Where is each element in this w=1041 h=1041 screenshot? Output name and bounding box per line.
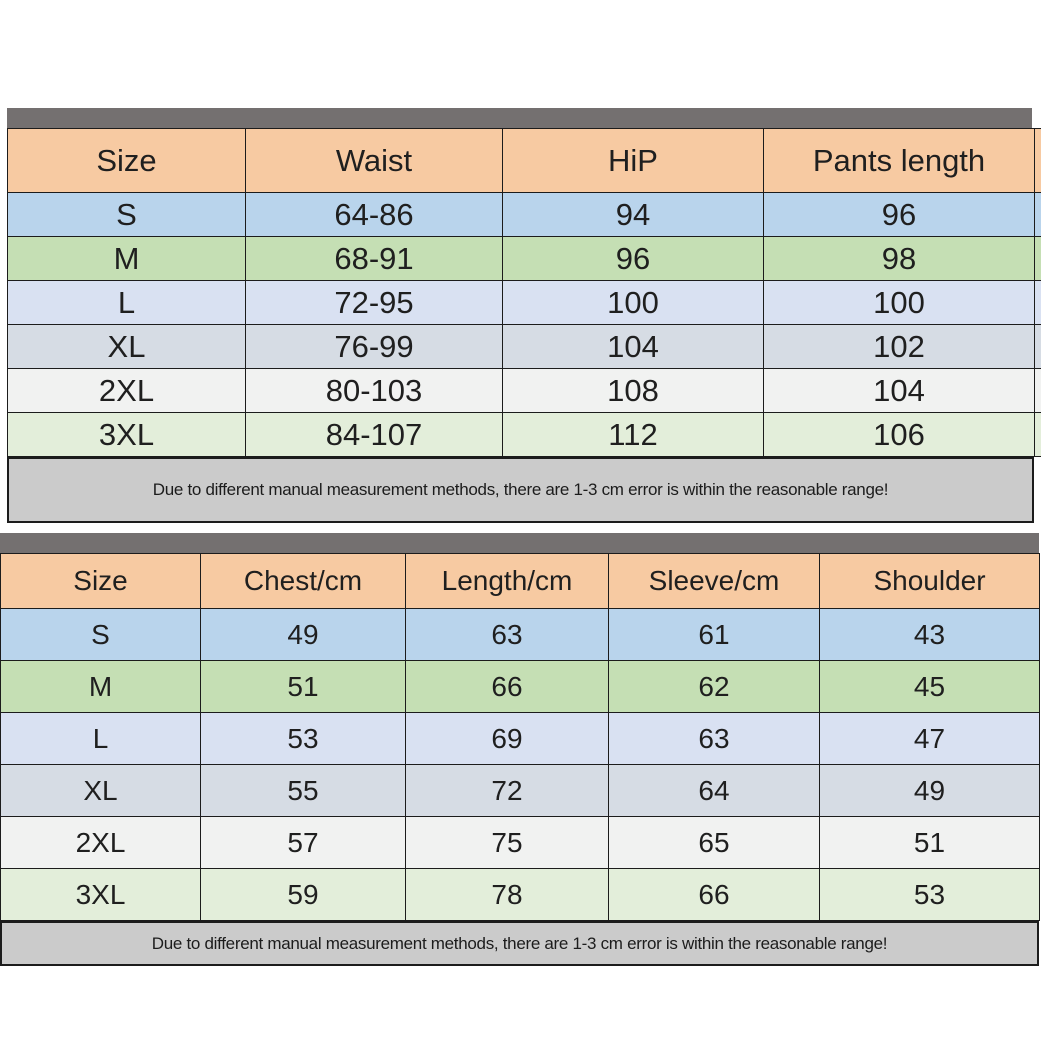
table-row-m: [8, 237, 1041, 281]
table-cell: S: [8, 193, 246, 237]
table-cell: 66: [609, 869, 820, 921]
table-cell: 57: [201, 817, 406, 869]
pants-size-table: [7, 128, 1041, 457]
measurement-note: [7, 457, 1034, 523]
column-header-shoulder: Shoulder: [820, 554, 1040, 609]
table-cell: 45: [820, 661, 1040, 713]
table-cell: 94: [503, 193, 764, 237]
table-cell: 100: [503, 281, 764, 325]
table-cell: 75: [406, 817, 609, 869]
table-row-m: [1, 661, 1040, 713]
table-cell: 55: [201, 765, 406, 817]
column-header-size: Size: [8, 129, 246, 193]
table-cell: 63: [406, 609, 609, 661]
table-cell: 98: [764, 237, 1035, 281]
top-size-table: [0, 553, 1040, 921]
table-cell: 62: [609, 661, 820, 713]
clipped-cell: [1035, 325, 1041, 369]
table-cell: L: [1, 713, 201, 765]
table-row-3xl: [1, 869, 1040, 921]
clipped-cell: [1035, 193, 1041, 237]
table-cell: M: [8, 237, 246, 281]
column-header-chest: Chest/cm: [201, 554, 406, 609]
table-cell: M: [1, 661, 201, 713]
table-cell: L: [8, 281, 246, 325]
measurement-note-text: Due to different manual measurement methods, there are 1-3 cm error is within the reasonable range!: [151, 933, 888, 953]
table-row-3xl: [8, 413, 1041, 457]
table-cell: 65: [609, 817, 820, 869]
pants-chart-top-bar: [7, 108, 1032, 128]
table-row-2xl: [1, 817, 1040, 869]
pants-header-row: [8, 129, 1041, 193]
clipped-cell: [1035, 129, 1041, 193]
column-header-hip: HiP: [503, 129, 764, 193]
table-cell: 68-91: [246, 237, 503, 281]
table-row-s: [1, 609, 1040, 661]
table-row-2xl: [8, 369, 1041, 413]
table-cell: 78: [406, 869, 609, 921]
table-cell: 61: [609, 609, 820, 661]
column-header-pants-length: Pants length: [764, 129, 1035, 193]
table-cell: 49: [820, 765, 1040, 817]
clipped-cell: [1035, 413, 1041, 457]
table-cell: 112: [503, 413, 764, 457]
table-cell: 100: [764, 281, 1035, 325]
table-cell: 51: [820, 817, 1040, 869]
table-cell: 64: [609, 765, 820, 817]
clipped-cell: [1035, 237, 1041, 281]
table-cell: 59: [201, 869, 406, 921]
table-cell: 49: [201, 609, 406, 661]
table-cell: 104: [503, 325, 764, 369]
table-cell: 63: [609, 713, 820, 765]
table-cell: S: [1, 609, 201, 661]
table-cell: 64-86: [246, 193, 503, 237]
column-header-length: Length/cm: [406, 554, 609, 609]
table-row-l: [1, 713, 1040, 765]
measurement-note-text: Due to different manual measurement methods, there are 1-3 cm error is within the reasonable range!: [152, 480, 889, 499]
table-cell: 2XL: [8, 369, 246, 413]
measurement-note: [0, 921, 1039, 966]
table-cell: 3XL: [8, 413, 246, 457]
pants-size-chart: [7, 108, 1041, 523]
clipped-cell: [1035, 369, 1041, 413]
table-cell: 96: [503, 237, 764, 281]
table-cell: 3XL: [1, 869, 201, 921]
table-cell: 66: [406, 661, 609, 713]
table-cell: 47: [820, 713, 1040, 765]
table-cell: 96: [764, 193, 1035, 237]
table-cell: 53: [201, 713, 406, 765]
top-header-row: [1, 554, 1040, 609]
clipped-cell: [1035, 281, 1041, 325]
table-cell: 51: [201, 661, 406, 713]
table-cell: XL: [8, 325, 246, 369]
table-cell: 53: [820, 869, 1040, 921]
table-cell: 102: [764, 325, 1035, 369]
table-cell: 84-107: [246, 413, 503, 457]
table-cell: 43: [820, 609, 1040, 661]
column-header-size: Size: [1, 554, 201, 609]
top-size-chart: [0, 533, 1040, 966]
table-cell: XL: [1, 765, 201, 817]
top-chart-top-bar: [0, 533, 1039, 553]
table-row-xl: [8, 325, 1041, 369]
column-header-waist: Waist: [246, 129, 503, 193]
table-cell: 80-103: [246, 369, 503, 413]
table-row-s: [8, 193, 1041, 237]
table-cell: 106: [764, 413, 1035, 457]
table-cell: 104: [764, 369, 1035, 413]
table-cell: 72: [406, 765, 609, 817]
column-header-sleeve: Sleeve/cm: [609, 554, 820, 609]
table-row-xl: [1, 765, 1040, 817]
table-cell: 72-95: [246, 281, 503, 325]
table-cell: 76-99: [246, 325, 503, 369]
table-cell: 69: [406, 713, 609, 765]
table-cell: 2XL: [1, 817, 201, 869]
table-cell: 108: [503, 369, 764, 413]
table-row-l: [8, 281, 1041, 325]
